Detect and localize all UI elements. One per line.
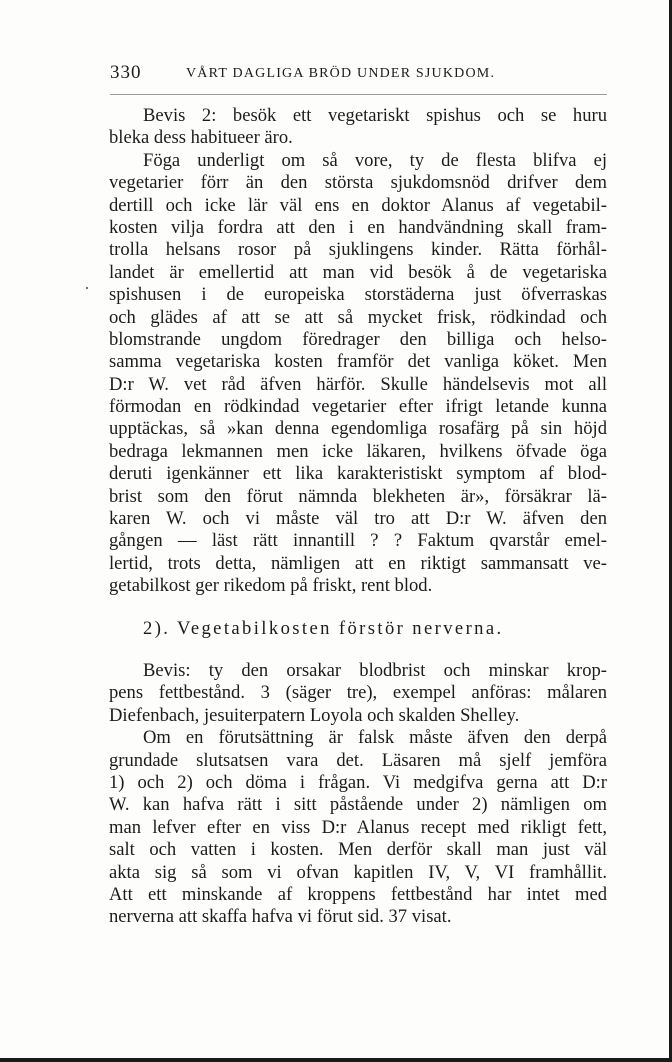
text-line: blomstrande ungdom föredrager den billiga och helso- (109, 328, 607, 350)
text-line: spishusen i de europeiska storstäderna just öfverraskas (109, 284, 607, 306)
text-line: upptäckas, så »kan denna egendomliga rosafärg på sin höjd (109, 418, 607, 440)
text-line: 1) och 2) och döma i frågan. Vi medgifva gerna att D:r (109, 771, 607, 793)
text-line: lertid, trots detta, nämligen att en riktigt sammansatt ve- (109, 552, 607, 574)
paragraph-foga-underligt (109, 150, 607, 598)
text-line: trolla helsans rosor på sjuklingens kinder. Rätta förhål- (109, 239, 607, 261)
text-line: nerverna att skaffa hafva vi förut sid. 37 visat. (109, 906, 452, 928)
section-heading (109, 618, 607, 640)
text-line: vegetarier förr än den största sjukdomsnöd drifver dem (109, 172, 607, 194)
text-line: deruti igenkänner ett lika karakteristiskt symptom af blod- (109, 463, 607, 485)
page-edge-bottom (0, 1058, 672, 1062)
text-line: grundade slutsatsen vara det. Läsaren må sjelf jemföra (109, 749, 607, 771)
text-line: och glädes af att se att så mycket frisk, rödkindad och (109, 306, 607, 328)
text-line: man lefver efter en viss D:r Alanus recept med rikligt fett, (109, 816, 607, 838)
body-text (109, 105, 607, 929)
ink-speck (86, 287, 88, 289)
text-line: Om en förutsättning är falsk måste äfven den derpå (143, 727, 607, 749)
section-heading-text: 2). Vegetabilkosten förstör nerverna. (143, 617, 504, 639)
text-line: Föga underligt om så vore, ty de flesta blifva ej (143, 149, 607, 171)
text-line: Diefenbach, jesuiterpatern Loyola och skalden Shelley. (109, 704, 520, 726)
text-line: pens fettbestånd. 3 (säger tre), exempel anföras: målaren (109, 682, 607, 704)
text-line: bleka dess habitueer äro. (109, 127, 293, 149)
text-line: akta sig så som vi ofvan kapitlen IV, V, VI framhållit. (109, 861, 607, 883)
paragraph-bevis-2 (109, 105, 607, 150)
running-head: VÅRT DAGLIGA BRÖD UNDER SJUKDOM. (186, 66, 496, 81)
paragraph-om-en-forutsattning (109, 727, 607, 929)
text-line: samma vegetariska kosten framför det vanliga köket. Men (109, 351, 607, 373)
text-line: förmodan en rödkindad vegetarier efter ifrigt letande kunna (109, 396, 607, 418)
page-header (110, 62, 610, 88)
text-line: getabilkost ger rikedom på friskt, rent blod. (109, 575, 433, 597)
text-line: Bevis 2: besök ett vegetariskt spishus och se huru (143, 105, 607, 126)
text-line: D:r W. vet råd äfven härför. Skulle händelsevis mot all (109, 373, 607, 395)
text-line: kosten vilja fordra att den i en handvändning skall fram- (109, 216, 607, 238)
text-line: Att ett minskande af kroppens fettbestånd har intet med (109, 883, 607, 905)
paragraph-bevis (109, 660, 607, 727)
header-rule (110, 94, 607, 95)
text-line: karen W. och vi måste väl tro att D:r W. äfven den (109, 508, 607, 530)
text-line: bedraga lekmannen men icke läkaren, hvilkens öfvade öga (109, 440, 607, 462)
text-line: W. kan hafva rätt i sitt påstående under 2) nämligen om (109, 794, 607, 816)
text-line: gången — läst rätt innantill ? ? Faktum qvarstår emel- (109, 530, 607, 552)
page-number: 330 (110, 62, 142, 83)
text-line: salt och vatten i kosten. Men derför skall man just väl (109, 839, 607, 861)
text-line: brist som den förut nämnda blekheten är», försäkrar lä- (109, 485, 607, 507)
text-line: landet är emellertid att man vid besök å de vegetariska (109, 261, 607, 283)
text-line: Bevis: ty den orsakar blodbrist och minskar krop- (143, 659, 607, 681)
text-line: dertill och icke lär väl ens en doktor Alanus af vegetabil- (109, 194, 607, 216)
